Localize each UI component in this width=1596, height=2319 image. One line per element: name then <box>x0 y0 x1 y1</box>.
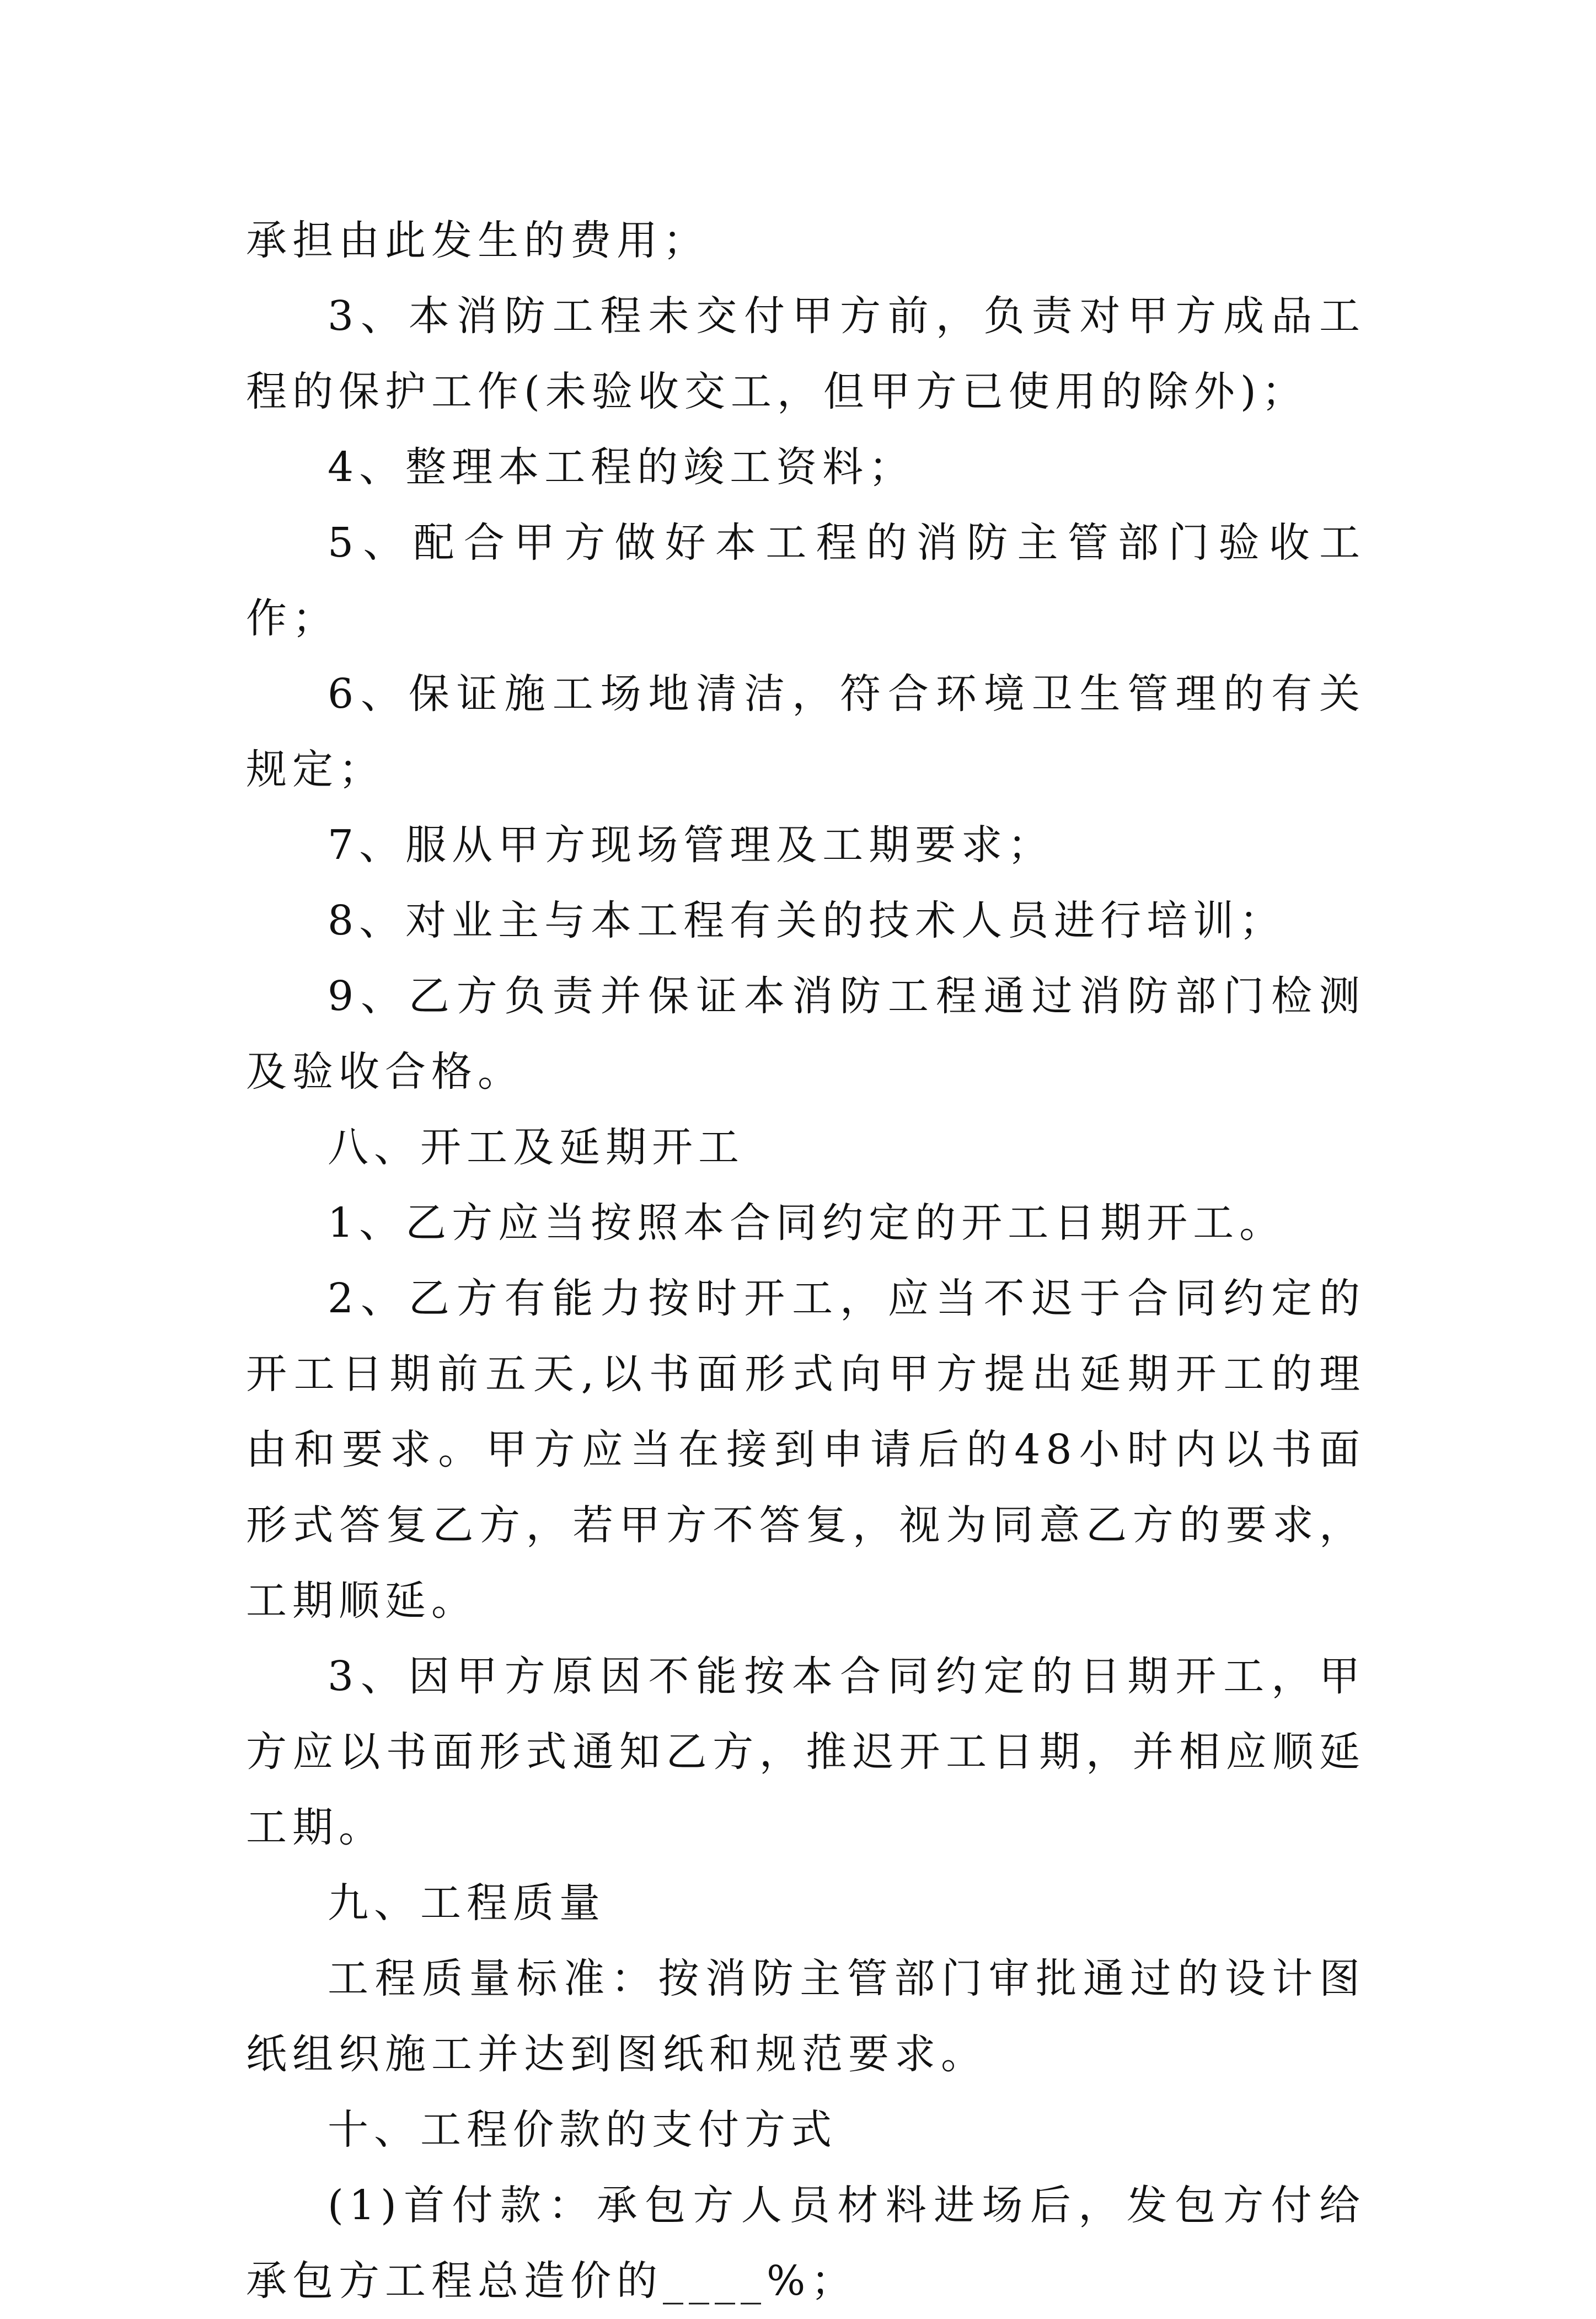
section-heading-9: 九、工程质量 <box>328 1879 606 1927</box>
paragraph-item-9: 9、乙方负责并保证本消防工程通过消防部门检测及验收合格。 <box>246 973 1365 1096</box>
paragraph-item-3: 3、本消防工程未交付甲方前，负责对甲方成品工程的保护工作(未验收交工，但甲方已使用的除外)； <box>246 292 1365 415</box>
paragraph-payment-1: (1)首付款：承包方人员材料进场后，发包方付给承包方工程总造价的____%； <box>246 2182 1365 2305</box>
paragraph-quality-standard: 工程质量标准：按消防主管部门审批通过的设计图纸组织施工并达到图纸和规范要求。 <box>246 1955 1365 2078</box>
paragraph-start-3: 3、因甲方原因不能按本合同约定的日期开工，甲方应以书面形式通知乙方，推迟开工日期，并相应顺延工期。 <box>246 1653 1365 1851</box>
paragraph-item-5: 5、配合甲方做好本工程的消防主管部门验收工作； <box>246 519 1365 642</box>
paragraph-item-8: 8、对业主与本工程有关的技术人员进行培训； <box>328 897 1286 944</box>
paragraph-item-6: 6、保证施工场地清洁，符合环境卫生管理的有关规定； <box>246 670 1365 793</box>
paragraph-continuation: 承担由此发生的费用； <box>246 217 709 264</box>
document-body <box>246 203 1365 2319</box>
section-heading-8: 八、开工及延期开工 <box>328 1124 745 1171</box>
section-heading-10: 十、工程价款的支付方式 <box>328 2106 837 2154</box>
paragraph-start-2: 2、乙方有能力按时开工，应当不迟于合同约定的开工日期前五天,以书面形式向甲方提出延期开工的理由和要求。甲方应当在接到申请后的48小时内以书面形式答复乙方，若甲方不答复，视为同意乙方的要求，工期顺延。 <box>246 1275 1365 1625</box>
paragraph-start-1: 1、乙方应当按照本合同约定的开工日期开工。 <box>328 1199 1286 1247</box>
paragraph-item-7: 7、服从甲方现场管理及工期要求； <box>328 821 1054 869</box>
paragraph-item-4: 4、整理本工程的竣工资料； <box>328 444 915 491</box>
